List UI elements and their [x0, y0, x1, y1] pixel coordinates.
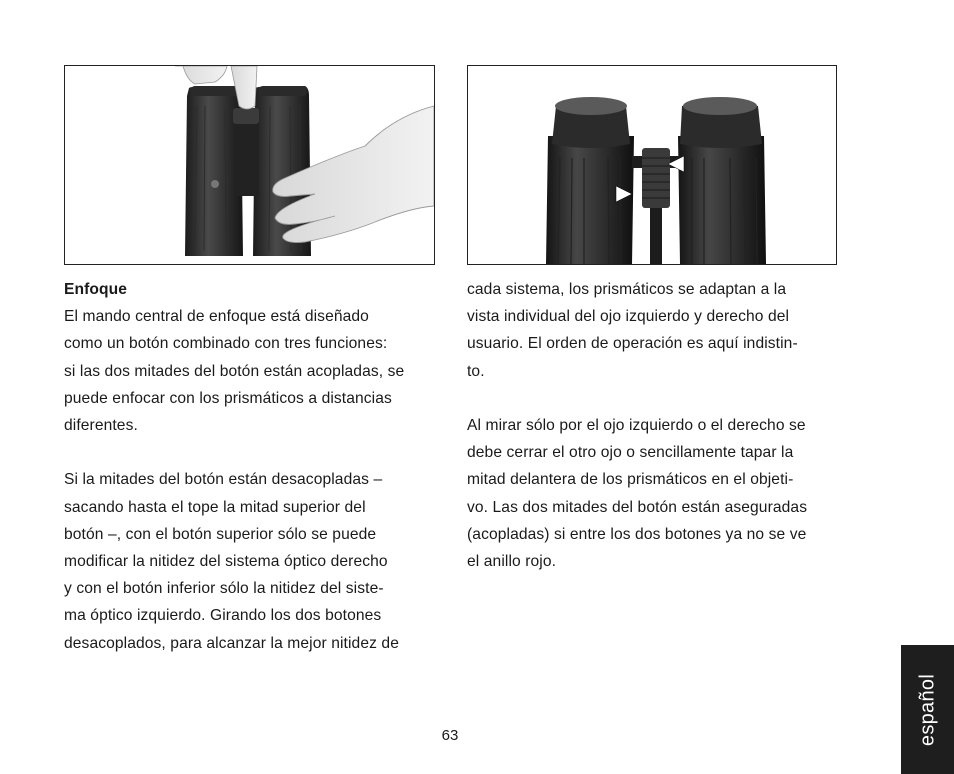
text-line: Si la mitades del botón están desacopladas – [64, 471, 383, 489]
text-line: desacoplados, para alcanzar la mejor nitidez de [64, 634, 399, 652]
text-line: el anillo rojo. [467, 553, 557, 571]
text-line: usuario. El orden de operación es aquí indistin- [467, 335, 798, 353]
binoculars-hands-photo [64, 65, 435, 265]
text-line: y con el botón inferior sólo la nitidez del siste- [64, 580, 384, 598]
text-line: botón –, con el botón superior sólo se puede [64, 525, 377, 543]
text-line: vo. Las dos mitades del botón están aseguradas [467, 498, 808, 516]
text-column-left [64, 276, 436, 657]
text-line: puede enfocar con los prismáticos a distancias [64, 389, 392, 407]
text-column-right [467, 276, 839, 575]
text-line: (acopladas) si entre los dos botones ya no se ve [467, 525, 807, 543]
paragraph-gap [64, 439, 436, 466]
text-line: modificar la nitidez del sistema óptico derecho [64, 553, 388, 571]
text-line: como un botón combinado con tres funciones: [64, 335, 388, 353]
binoculars-hands-illustration [65, 66, 434, 264]
binoculars-focus-illustration [468, 66, 836, 264]
text-line: debe cerrar el otro ojo o sencillamente tapar la [467, 444, 794, 462]
language-tab-label: español [916, 673, 938, 746]
text-line: cada sistema, los prismáticos se adaptan a la [467, 281, 787, 298]
text-line: ma óptico izquierdo. Girando los dos botones [64, 607, 382, 625]
paragraph-gap [467, 385, 839, 412]
text-line: mitad delantera de los prismáticos en el objeti- [467, 471, 794, 489]
binoculars-focus-wheel-photo [467, 65, 837, 265]
text-line: si las dos mitades del botón están acopladas, se [64, 362, 405, 380]
page-number: 63 [441, 727, 459, 744]
text-line: El mando central de enfoque está diseñado [64, 308, 369, 326]
section-heading: Enfoque [64, 281, 128, 298]
text-line: sacando hasta el tope la mitad superior del [64, 498, 366, 516]
text-line: to. [467, 362, 485, 380]
language-tab [901, 645, 954, 774]
text-line: Al mirar sólo por el ojo izquierdo o el derecho se [467, 417, 806, 434]
text-line: vista individual del ojo izquierdo y derecho del [467, 308, 790, 326]
text-line: diferentes. [64, 417, 138, 435]
